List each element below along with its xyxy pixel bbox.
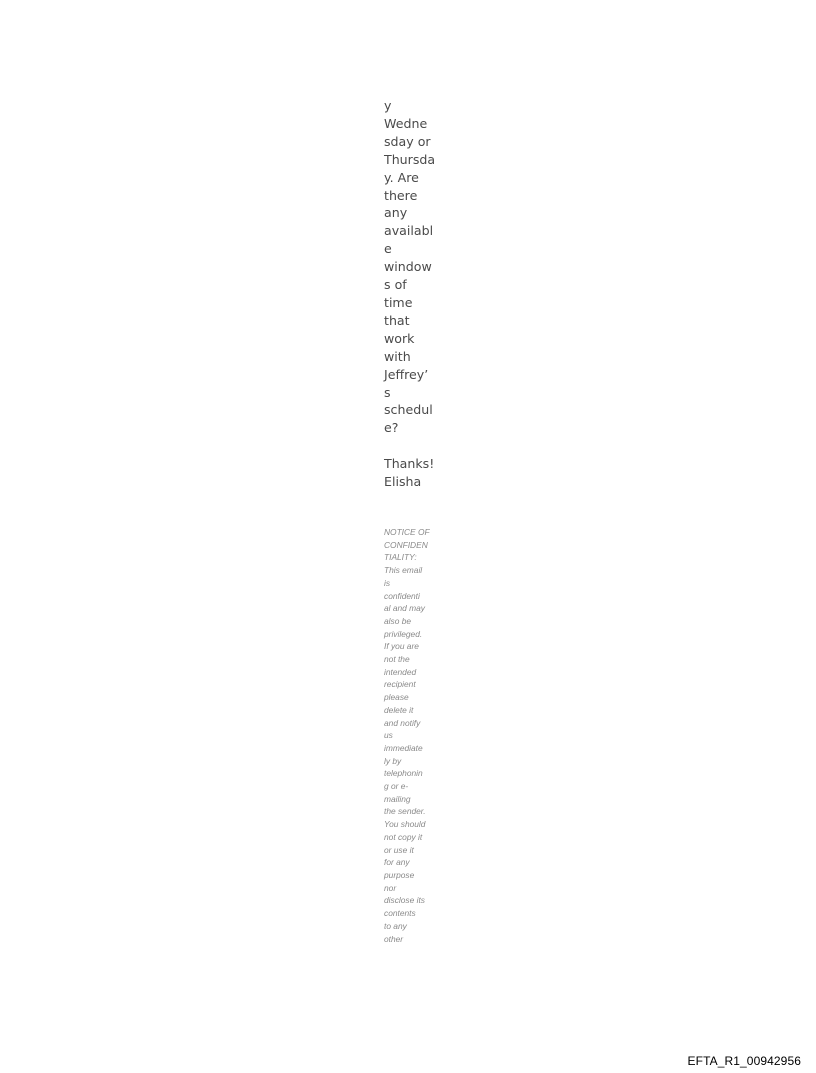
notice-line: nor — [384, 882, 397, 893]
notice-line: g or e- — [384, 781, 409, 792]
notice-line: al and may — [384, 603, 425, 614]
document-id: EFTA_R1_00942956 — [687, 1054, 801, 1068]
body-line: Jeffrey’ — [384, 366, 429, 382]
notice-line: immediate — [384, 742, 423, 753]
body-line: sday or — [384, 133, 431, 149]
email-signature: Elisha — [384, 474, 422, 490]
notice-line: or use it — [384, 844, 414, 855]
notice-line: This email — [384, 565, 423, 576]
notice-line: You should — [384, 819, 426, 830]
body-line: window — [384, 259, 432, 275]
body-line: y. Are — [384, 169, 419, 185]
body-line: e? — [384, 420, 399, 436]
notice-line: and notify — [384, 717, 421, 728]
notice-line: not the — [384, 654, 410, 665]
notice-line: NOTICE OF — [384, 527, 430, 537]
notice-line: CONFIDEN — [384, 539, 428, 550]
body-line: there — [384, 187, 418, 203]
confidentiality-notice — [384, 526, 444, 945]
notice-line: other — [384, 933, 404, 944]
notice-line: telephonin — [384, 768, 423, 779]
body-line: schedul — [384, 402, 433, 418]
body-line: s of — [384, 277, 407, 293]
notice-line: ly by — [384, 755, 402, 766]
body-line: Wedne — [384, 115, 428, 131]
notice-line: contents — [384, 908, 416, 919]
email-closing: Thanks! — [384, 456, 435, 472]
notice-line: please — [384, 692, 409, 703]
body-line: s — [384, 384, 391, 400]
body-line: time — [384, 294, 413, 310]
notice-line: privileged. — [384, 628, 423, 639]
notice-line: the sender. — [384, 806, 426, 817]
body-line: any — [384, 205, 408, 221]
body-line: with — [384, 348, 411, 364]
notice-line: disclose its — [384, 895, 425, 906]
notice-line: not copy it — [384, 831, 423, 842]
notice-line: us — [384, 730, 393, 741]
notice-line: for any — [384, 857, 410, 868]
body-line: y — [384, 98, 392, 113]
notice-line: TIALITY: — [384, 552, 417, 563]
paragraph-gap — [384, 437, 444, 455]
email-body — [384, 97, 444, 491]
notice-line: intended — [384, 666, 417, 677]
body-line: that — [384, 312, 410, 328]
body-line: Thursda — [384, 151, 436, 167]
notice-line: to any — [384, 920, 407, 931]
notice-line: mailing — [384, 793, 411, 804]
notice-line: purpose — [384, 869, 415, 880]
notice-line: If you are — [384, 641, 419, 652]
notice-line: also be — [384, 615, 412, 626]
notice-line: delete it — [384, 704, 414, 715]
body-line: e — [384, 241, 392, 257]
notice-line: is — [384, 577, 391, 588]
body-line: work — [384, 330, 415, 346]
notice-line: recipient — [384, 679, 416, 690]
notice-line: confidenti — [384, 590, 420, 601]
body-line: availabl — [384, 223, 434, 239]
